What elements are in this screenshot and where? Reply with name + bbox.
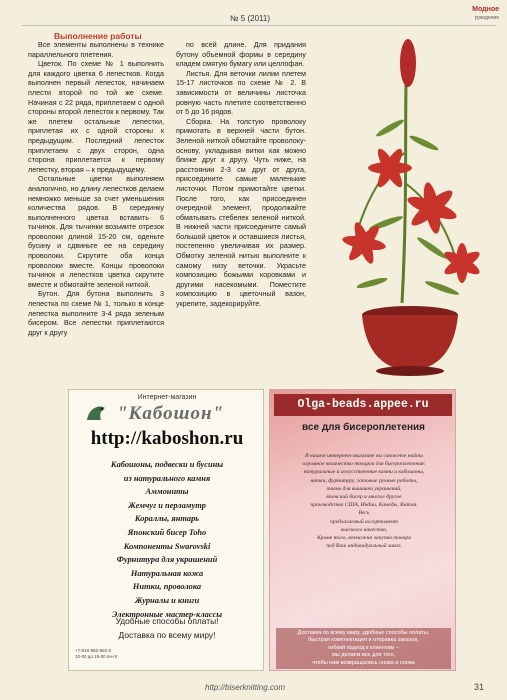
delivery-line: гибкий подход к клиентам – xyxy=(328,644,399,651)
delivery-line: чтобы нам возвращались снова и снова xyxy=(312,659,415,666)
paragraph: Цветок. По схеме № 1 выполнить для каждого цветка 6 лепестков. Когда выполнен первый лепесток, начинаем плести второй по той же схеме. Начиная с 22 ряда, приплетаем с одной стороны второй лепесток к первому. Так же плетем остальные лепестки, приплетая их с одной стороны к предыдущим. Последний лепесток приплетаем с двух сторон, одна сторона приплетается к первому лепестку, вторая – к предыдущему. xyxy=(28,59,164,174)
delivery-line: Доставка по всему миру! xyxy=(118,630,216,640)
description-line: Весь xyxy=(358,510,370,517)
description-line: под Ваш индивидуальный заказ. xyxy=(326,543,402,550)
kaboshon-advertisement xyxy=(68,389,264,671)
payment-info xyxy=(69,614,264,642)
brand-subtitle: рукоделие xyxy=(474,15,499,21)
phone-number: +7-916-982-984-0 xyxy=(75,648,112,653)
olga-delivery-info xyxy=(276,628,451,669)
product-item: Кораллы, янтарь xyxy=(134,514,200,524)
description-line: производства США, Индии, Канады, Китая. xyxy=(310,502,418,509)
description-line: ткань для вышивки украшений, xyxy=(326,485,402,492)
product-item: из натурального камня xyxy=(123,473,211,483)
page-header xyxy=(0,0,507,24)
header-divider xyxy=(22,25,496,26)
product-item: Электронные мастер-классы xyxy=(111,609,223,619)
product-item: Жемчуг и перламутр xyxy=(128,500,206,510)
product-item: Нитки, проволока xyxy=(132,582,202,592)
dragon-logo-icon xyxy=(83,400,109,426)
olga-website: Olga-beads.appee.ru xyxy=(274,394,452,416)
paragraph: Все элементы выполнены в технике параллельного плетения. xyxy=(28,40,164,59)
brand-logo xyxy=(472,6,499,22)
description-line: предлагаемый ассортимент xyxy=(330,518,398,525)
paragraph: по всей длине. Для придания бутону объемной формы в середину кладем смятую бумагу или целлофан. xyxy=(176,40,306,69)
brand-name: Модное xyxy=(472,6,499,13)
product-item: Журналы и книги xyxy=(134,595,200,605)
issue-number: № 5 (2011) xyxy=(230,14,271,23)
description-line: огромное количество товаров для бисероплетения: xyxy=(302,461,426,468)
paragraph: Листья. Для веточки лилии плетем 15-17 листочков по схеме № 2. В зависимости от величины листочка ровную часть плетите соответственно от 5 до 16 рядов. xyxy=(176,68,306,117)
paragraph: Сборка. На толстую проволоку примотать в верхней части бутон. Зеленой ниткой обмотайте проволоку-основу, укладывая витки как можно ближе друг к другу. Чуть ниже, на расстоянии 2-3 см друг от друга, присоедините самые маленькие листочки. Потом примотайте цветки. После того, как присоединен очередной элемент, продолжайте обматывать стебелек зеленой ниткой. В нижней части присоедините самый большой цветок и оставшиеся листья, постепенно увеличивая их размер. Обмотку зеленой нитью выполните к самому низу веточки. Украсьте композицию божьими коровками и другими насекомыми. Поместите композицию в цветочный вазон, укрепите, задекорируйте. xyxy=(176,116,306,309)
description-line: высокого качества, xyxy=(340,526,388,533)
shop-name: "Кабошон" xyxy=(117,403,225,424)
description-line: В нашем интернет-магазине вы сможете найти xyxy=(305,453,423,459)
footer-url: http://biserknitting.com xyxy=(205,683,286,692)
shop-label: Интернет-магазин xyxy=(137,394,197,401)
section-title: Выполнение работы xyxy=(54,31,142,41)
working-hours: 10-00 до 18-00 пн-пт xyxy=(75,654,118,659)
product-item: Аммониты xyxy=(145,487,189,497)
product-item: Компоненты Swarovski xyxy=(123,541,211,551)
paragraph: Остальные цветки выполняем аналогично, но длину лепестков делаем немножко меньше за счет уменьшения количества рядов. В серединку выполненного цветка вставить 6 тычинок. Для тычинки возьмите отрезок проволоки длиной 15-20 см, оденьте бусину и сдвиньте ее на середину проволоки. Скрутите оба конца проволоки вместе. Концы проволоки тычинок и лепестков цветка скрутите вместе и обмотайте зеленой ниткой. xyxy=(28,174,164,289)
product-item: Японский бисер Toho xyxy=(127,527,207,537)
delivery-line: мы делаем все для того, xyxy=(331,652,396,659)
product-list xyxy=(69,458,264,621)
olga-subtitle: все для бисероплетения xyxy=(302,422,425,433)
page-number: 31 xyxy=(474,682,485,692)
description-line: японский бисер и многое другое xyxy=(326,494,402,501)
payment-line: Удобные способы оплаты! xyxy=(115,616,219,626)
delivery-line: Доставка по всему миру, удобные способы оплаты, xyxy=(297,630,430,636)
product-item: Натуральная кожа xyxy=(130,568,204,578)
delivery-line: быстрая комплектация и отправка заказов, xyxy=(308,637,419,644)
description-line: натуральные и искусственные камни и кабошоны, xyxy=(303,469,425,476)
product-item: Кабошоны, подвески и бусины xyxy=(110,460,224,469)
olga-beads-advertisement xyxy=(269,389,456,671)
shop-website: http://kaboshon.ru xyxy=(90,428,244,449)
description-line: Кроме того, возможна закупка товара xyxy=(317,535,411,542)
paragraph: Бутон. Для бутона выполнить 3 лепестка по схеме № 1, только в конце лепестка выполните 3-4 ряда зеленым бисером. Все лепестки приплетаются друг к другу xyxy=(28,289,164,337)
olga-description xyxy=(280,452,448,550)
article-column-1 xyxy=(28,40,164,337)
description-line: нитки, фурнитуру, готовые ручные работы, xyxy=(310,477,418,484)
product-item: Фурнитура для украшений xyxy=(116,555,218,565)
lily-illustration xyxy=(312,33,502,378)
contact-info xyxy=(75,648,118,660)
article-column-2 xyxy=(176,40,306,309)
beaded-lily-photo xyxy=(312,33,502,378)
